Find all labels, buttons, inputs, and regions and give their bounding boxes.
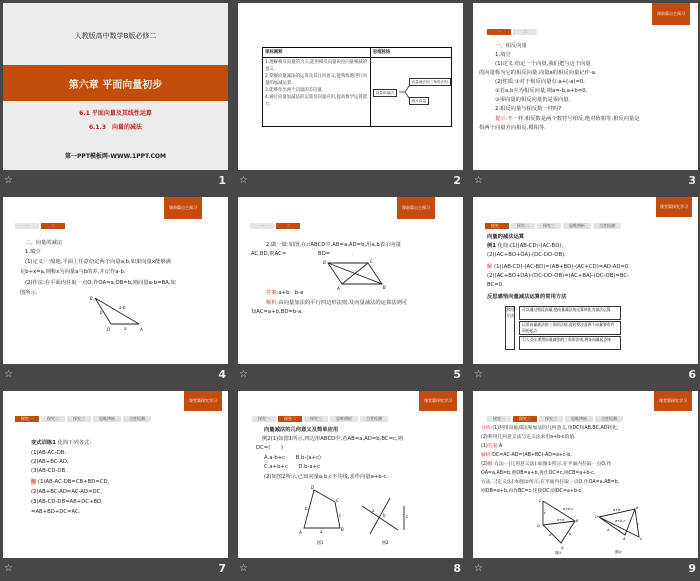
subsection-title: 6.1.3 向量的减法	[88, 124, 143, 131]
tab-bar	[15, 416, 151, 422]
table-header-mindmap: 思维脉络	[370, 48, 451, 58]
answer-text: A	[499, 444, 503, 449]
slide-5-footer	[238, 364, 463, 386]
text-line: (1)定义:一般地,平面上任意给定两个向量a,b,如果向量x能够满	[25, 259, 171, 265]
objectives-table	[262, 47, 452, 127]
slide-number: 5	[453, 368, 461, 381]
objective-item: 2.掌握向量减法的运算及其几何意义,能熟练地进行向量的加减运算.	[265, 74, 368, 86]
svg-text:b: b	[569, 532, 572, 536]
exercise-heading	[31, 439, 91, 449]
tab-explore-3: 探究三	[539, 416, 563, 422]
svg-text:a: a	[372, 508, 375, 513]
star-icon[interactable]: ☆	[4, 369, 13, 380]
tab-thinking: 思维辨析	[563, 223, 591, 229]
part2-line: 方法二(定义法):如图②所示,在平面内任取一点O,作OA=a,AB=b,	[481, 480, 620, 485]
svg-text:c: c	[406, 514, 409, 519]
svg-text:a: a	[549, 533, 552, 537]
svg-text:a+b-c: a+b-c	[563, 507, 574, 511]
text-line: 图所示.	[20, 290, 38, 296]
exercise-line: (3)AB-CD-DB.	[31, 468, 67, 474]
tab-check: 当堂检测	[360, 416, 388, 422]
solution-line: (2)(AC+BO+OA)-(DC-DO-OB)=(AC+BA)-(OC-OB)=BC-	[487, 273, 629, 279]
slide-4-footer	[3, 364, 228, 386]
tab-explore-3: 探究三	[537, 223, 561, 229]
star-icon[interactable]: ☆	[474, 175, 483, 186]
slide-thumbnail-2[interactable]	[238, 3, 463, 193]
example-text: 化简:(1)(AB-CD)-(AC-BD);	[497, 243, 564, 249]
tab-explore-1: 探究一	[487, 416, 511, 422]
slide-2-canvas	[238, 3, 463, 170]
slide-7-canvas	[3, 391, 228, 558]
section-tag: 课堂篇探究学习	[184, 391, 222, 411]
star-icon[interactable]: ☆	[239, 175, 248, 186]
svg-text:a: a	[124, 326, 127, 331]
method-item: 可以通过相反向量,把向量减法的运算转化为加法运算	[519, 306, 621, 320]
question-line: 例2(1)如图1所示,四边形ABCD中,若AB=a,AD=b,BC=c,则	[262, 436, 403, 442]
answer-text: a+b b-a	[278, 290, 304, 296]
section-tag: 课堂篇探究学习	[654, 391, 692, 411]
exercise-instruction: 化简下列各式:	[57, 440, 92, 446]
slide-thumbnail-3[interactable]	[473, 3, 698, 193]
mindmap	[373, 59, 449, 125]
svg-text:B: B	[341, 527, 344, 532]
exercise-line: (1)AB-AC-DB;	[31, 450, 67, 456]
mindmap-child: 相反向量	[409, 97, 429, 105]
brand-text: 第一PPT模板网-WWW.1PPT.COM	[65, 153, 166, 160]
slide-6-canvas	[473, 197, 698, 364]
tab-check: 当堂检测	[123, 416, 151, 422]
svg-text:a+b-c: a+b-c	[615, 519, 626, 523]
svg-text:D: D	[311, 485, 315, 490]
solution-line: (2)AB+BC-AD=AC-AD=DC.	[31, 489, 102, 495]
svg-text:a+b: a+b	[613, 508, 621, 512]
slide-thumbnail-9[interactable]	[473, 391, 698, 581]
tab-bar	[487, 416, 623, 422]
analysis-text: (1)利用向量减法和加法的几何意义,用DC和AB,BC,AD转化;	[492, 426, 619, 431]
analysis-line-2: 知AC=a+b,BD=b-a.	[251, 309, 304, 315]
svg-text:C: C	[539, 499, 542, 503]
heading: 一、相反向量	[495, 43, 527, 49]
explain-text: DC=AC-AD=(AB+BC)-AD=a+c-b.	[492, 453, 572, 458]
chapter-title: 第六章 平面向量初步	[68, 79, 163, 91]
objectives-cell	[263, 58, 371, 127]
reflection-heading: 反思感悟向量减法运算的常用方法	[487, 294, 567, 300]
tab-bar	[250, 223, 300, 229]
solution-line: =AB+BD+DC=AC.	[31, 509, 81, 515]
method-item: 引入点O,逆用向量减法的三角形法则,将各向量起点统一	[519, 336, 621, 350]
methods-label: 常用方法	[505, 306, 515, 350]
slide-5-canvas	[238, 197, 463, 364]
parallelogram-figure	[320, 258, 390, 292]
svg-text:B: B	[576, 519, 579, 523]
heading: 二、向量的减法	[25, 240, 63, 246]
svg-text:O: O	[595, 515, 598, 519]
exercise-label: 变式训练1	[31, 440, 56, 446]
explain-label: 解析:	[481, 453, 493, 458]
star-icon[interactable]: ☆	[4, 563, 13, 574]
exercise-line: (2)AB+BC-AD;	[31, 459, 69, 465]
subject-title: 人教版高中数学B版必修二	[74, 32, 157, 40]
hint-text: 不一样,相反数是两个数符号相反,绝对值相等,相反向量是	[507, 116, 640, 122]
slide-2-footer	[238, 170, 463, 192]
answer-label: 答案:	[487, 444, 500, 449]
svg-text:a+b: a+b	[557, 518, 565, 522]
tab-explore-2: 探究二	[511, 223, 535, 229]
svg-text:图1: 图1	[317, 540, 324, 545]
answer-prefix: (1)	[481, 444, 488, 449]
option-line: A.a-b+c B.b-(a+c)	[264, 455, 321, 461]
svg-text:B: B	[636, 506, 639, 510]
svg-text:C: C	[370, 259, 373, 264]
text-line: ③零向量的相反向量仍是零向量.	[495, 97, 571, 103]
tab-check: 当堂检测	[593, 223, 621, 229]
svg-text:A: A	[337, 286, 340, 291]
question-line: 2.做一做:如图,在▱ABCD中,AB=a,AD=b,用a,b表示向量	[266, 242, 401, 248]
example-label: 例1	[487, 243, 496, 249]
slide-4-canvas	[3, 197, 228, 364]
slide-number: 6	[688, 368, 696, 381]
slide-number: 4	[218, 368, 226, 381]
hint-label: 提示:	[495, 116, 508, 122]
svg-text:A: A	[623, 537, 626, 541]
heading: 向量减法的几何意义及简单应用	[264, 427, 339, 433]
solution-line: BC=0.	[487, 282, 504, 288]
tab-thinking: 思维辨析	[565, 416, 593, 422]
solution-label: 解	[487, 264, 493, 270]
slide-thumbnail-8[interactable]	[238, 391, 463, 581]
slide-number: 9	[688, 562, 696, 575]
triangle-figure	[89, 294, 149, 334]
part2-label: 解	[487, 462, 493, 467]
part2-prefix: (2)	[481, 462, 488, 467]
text-line: 的向量称为它的相反向量.向量a的相反向量记作-a.	[479, 70, 597, 76]
tab-explore-2: 探究二	[278, 416, 302, 422]
solution-line	[31, 478, 109, 488]
option-line: C.a+b+c D.b-a+c	[264, 464, 321, 470]
analysis-label: 解析:	[266, 300, 279, 306]
text-line: (2)性质:①对于相反向量有:a+(-a)=0.	[495, 79, 585, 85]
tab-explore-3: 探究三	[67, 416, 91, 422]
answer-label: 答案:	[266, 290, 279, 296]
tab-thinking: 思维辨析	[330, 416, 358, 422]
svg-text:O: O	[537, 524, 540, 528]
svg-text:图②: 图②	[615, 550, 622, 554]
chapter-banner	[3, 65, 228, 101]
text-line: (1)定义:给定一个向量,我们把与这个向量	[495, 61, 591, 67]
tab-bar	[487, 29, 537, 35]
svg-text:A: A	[140, 327, 143, 332]
section-tag: 课前篇自主预习	[397, 197, 435, 219]
objective-item: 4.通过向量加减法的运算及向量应用,提高数学运算能力.	[265, 95, 368, 107]
svg-text:C: C	[640, 537, 643, 541]
figure-2-vectors	[360, 484, 410, 546]
tab-bar	[252, 416, 388, 422]
tab-bar	[15, 223, 65, 229]
tab-thinking: 思维辨析	[93, 416, 121, 422]
objective-item: 1.理解相反向量的含义,能用相反向量说出向量相减的意义.	[265, 60, 368, 72]
slide-thumbnail-4[interactable]	[3, 197, 228, 387]
slide-number: 1	[218, 174, 226, 187]
svg-text:C: C	[336, 498, 339, 503]
slide-6-footer	[473, 364, 698, 386]
svg-text:c: c	[544, 511, 546, 515]
hint-line-2: 指两个向量方向相反,模相等.	[479, 125, 546, 131]
analysis-label: 分析:	[481, 426, 493, 431]
solution-line: (3)AB-CD-DB=AB+DC+BD	[31, 499, 102, 505]
solution-text: (1)(AB-CD)-(AC-BD)=(AB+BD)-(AC+CD)=AD-AD=0.	[494, 264, 630, 270]
tab-1: 一	[250, 223, 274, 229]
slide-thumbnail-6[interactable]	[473, 197, 698, 387]
analysis-text: 由向量加法的平行四边形法则,及向量减法的运算法则可	[278, 300, 408, 306]
text-line: (2)作法:在平面内任取一点O,作OA=a,OB=b,则向量a-b=BA,如	[25, 280, 176, 286]
star-icon[interactable]: ☆	[474, 369, 483, 380]
text-line: 足b+x=a,则称x为向量a与b的差,并记作a-b.	[20, 269, 126, 275]
question-line: AC,BD,则AC= BD= .	[251, 251, 354, 257]
svg-text:A: A	[299, 530, 302, 535]
text-line: 2.相反向量与相反数一样吗?	[495, 106, 562, 112]
svg-text:A: A	[561, 546, 564, 550]
tab-2: 二	[513, 29, 537, 35]
figure-1-construction	[533, 499, 593, 555]
tab-bar	[485, 223, 621, 229]
mindmap-cell	[370, 58, 451, 127]
tab-2: 二	[41, 223, 65, 229]
svg-text:图2: 图2	[382, 540, 389, 545]
text-line: ②若a,b互为相反向量,则a=-b,a+b=0.	[495, 88, 588, 94]
solution-label: 解	[31, 479, 37, 485]
question-line: DC=( )	[256, 445, 283, 451]
svg-text:c: c	[339, 513, 342, 518]
heading: 向量的减法运算	[487, 234, 525, 240]
svg-text:D: D	[323, 260, 327, 265]
mindmap-child: 向量减法的三角形法则	[409, 78, 451, 86]
svg-text:a: a	[607, 528, 610, 532]
star-icon[interactable]: ☆	[4, 175, 13, 186]
objective-item: 3.能够作出两个向量的差向量.	[265, 88, 324, 93]
slide-number: 8	[453, 562, 461, 575]
method-item: 运用向量减法的三角形法则,此时要注意两个向量要有共同的起点	[519, 321, 621, 335]
slide-number: 2	[453, 174, 461, 187]
tab-explore-1: 探究一	[15, 416, 39, 422]
figure-1-quadrilateral	[298, 484, 358, 546]
svg-text:b: b	[100, 310, 103, 315]
svg-text:B: B	[383, 285, 386, 290]
solution-text: (1)AB-AC-DB=CB+BD=CD.	[38, 479, 110, 485]
section-tag: 课堂篇探究学习	[656, 197, 692, 217]
slide-thumbnail-1[interactable]	[3, 3, 228, 193]
part2-line: OA=a,AB=b,则OB=a+b,再作OC=c,则CB=a+b-c.	[481, 471, 596, 476]
slide-8-canvas	[238, 391, 463, 558]
svg-text:b: b	[383, 513, 386, 518]
slide-3-footer	[473, 170, 698, 192]
tab-explore-2: 探究二	[41, 416, 65, 422]
star-icon[interactable]: ☆	[474, 563, 483, 574]
tab-check: 当堂检测	[595, 416, 623, 422]
svg-text:b: b	[305, 506, 308, 511]
slide-3-canvas	[473, 3, 698, 170]
part2-text: 方法一(几何意义法):如图①所示,在平面内任取一点O,作	[494, 462, 612, 467]
slide-1-footer	[3, 170, 228, 192]
tab-1: 一	[15, 223, 39, 229]
tab-explore-1: 探究一	[252, 416, 276, 422]
svg-text:a-b: a-b	[119, 305, 126, 310]
section-tag: 课堂篇探究学习	[419, 391, 457, 411]
analysis-line-2: (2)利用几何意义法与定义法求出a+b-c的值.	[481, 435, 576, 440]
star-icon[interactable]: ☆	[239, 369, 248, 380]
text-line: 1.填空	[25, 249, 41, 255]
section-tag: 课前篇自主预习	[164, 197, 202, 219]
slide-1-canvas	[3, 3, 228, 170]
slide-thumbnail-5[interactable]	[238, 197, 463, 387]
svg-text:B: B	[90, 296, 93, 301]
example-line-2: (2)(AC+BO+OA)-(DC-DO-OB).	[487, 252, 566, 258]
svg-text:a: a	[320, 529, 323, 534]
tab-explore-1: 探究一	[485, 223, 509, 229]
slide-9-canvas	[473, 391, 698, 558]
tab-explore-2: 探究二	[513, 416, 537, 422]
text-line: 1.填空	[495, 52, 511, 58]
table-header-objectives: 课标阐释	[263, 48, 371, 58]
figure-2-construction	[595, 503, 655, 558]
part2-line: 则OB=a+b,再作BC=c,连接OC,则OC=a+b-c.	[481, 489, 583, 494]
question-line: (2)如图2所示,已知向量a,b,c不共线,求作向量a+b-c.	[264, 474, 389, 480]
tab-explore-3: 探究三	[304, 416, 328, 422]
star-icon[interactable]: ☆	[239, 563, 248, 574]
svg-text:c: c	[637, 522, 639, 526]
section-tag: 课前篇自主预习	[652, 3, 690, 25]
svg-text:图①: 图①	[555, 551, 562, 555]
slide-thumbnail-7[interactable]	[3, 391, 228, 581]
section-title: 6.1 平面向量及其线性运算	[79, 110, 152, 117]
slide-number: 3	[688, 174, 696, 187]
tab-2: 二	[276, 223, 300, 229]
slide-number: 7	[218, 562, 226, 575]
svg-text:O: O	[107, 327, 111, 332]
mindmap-root: 向量的减法	[373, 89, 397, 97]
answer-line	[266, 289, 303, 299]
tab-1: 一	[487, 29, 511, 35]
